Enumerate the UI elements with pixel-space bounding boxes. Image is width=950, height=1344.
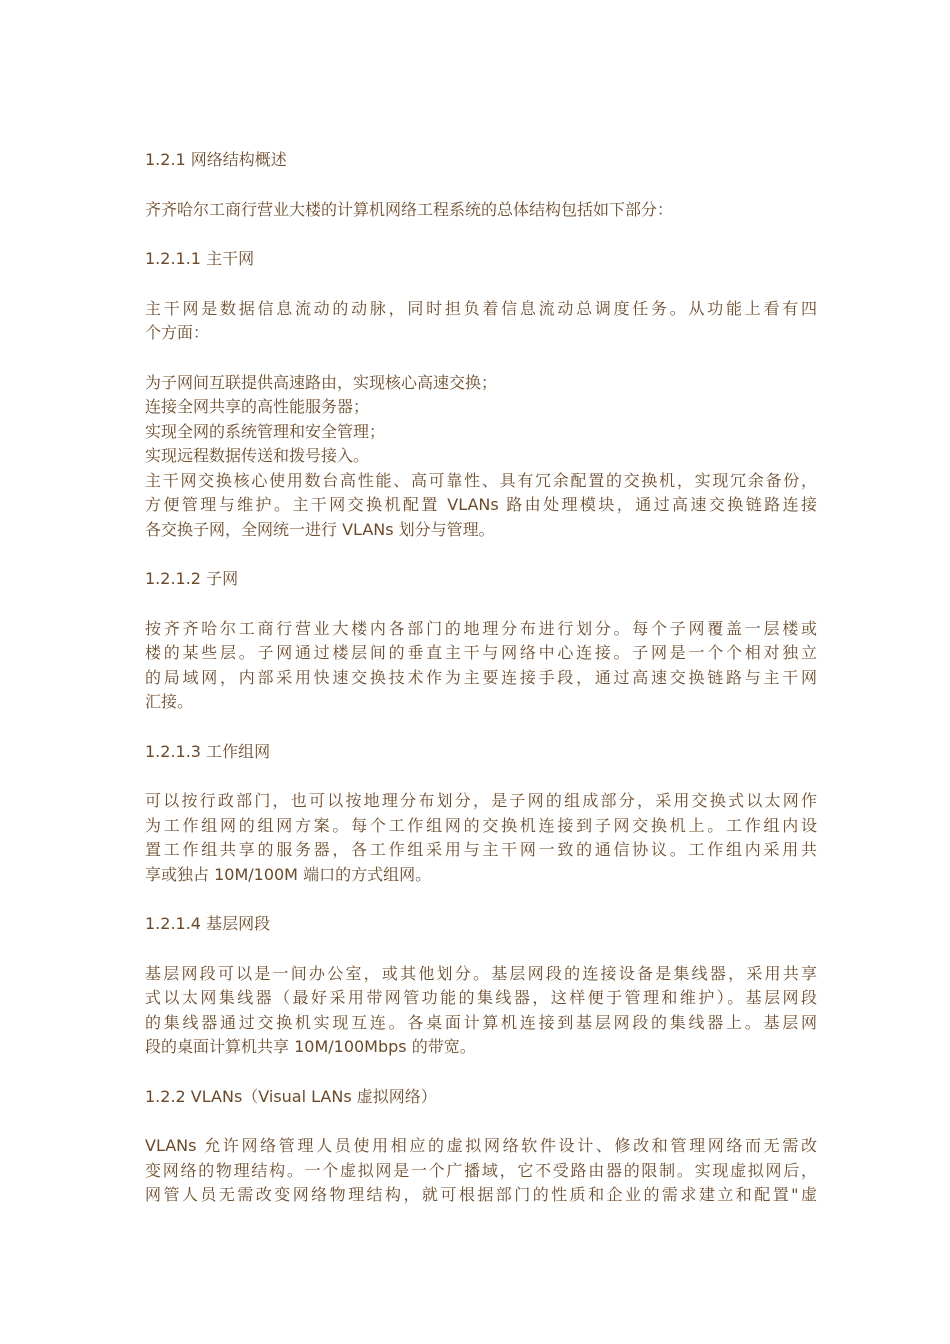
heading-1-2-1: 1.2.1 网络结构概述 (145, 150, 287, 169)
heading-1-2-1-1: 1.2.1.1 主干网 (145, 249, 255, 268)
paragraph-line: 汇接。 (145, 692, 194, 711)
paragraph-line: 个方面： (145, 323, 210, 342)
paragraph-line: 齐齐哈尔工商行营业大楼的计算机网络工程系统的总体结构包括如下部分： (145, 199, 674, 219)
paragraph-line: 置工作组共享的服务器，各工作组采用与主干网一致的通信协议。工作组内采用共 (145, 840, 817, 859)
paragraph-line: VLANs 允许网络管理人员使用相应的虚拟网络软件设计、修改和管理网络而无需改 (145, 1136, 817, 1155)
paragraph-line: 式以太网集线器（最好采用带网管功能的集线器，这样便于管理和维护）。基层网段 (145, 988, 817, 1007)
paragraph-line: 方便管理与维护。主干网交换机配置 VLANs 路由处理模块，通过高速交换链路连接 (145, 495, 817, 514)
list-item: 实现远程数据传送和拨号接入。 (145, 446, 370, 465)
intro-paragraph (145, 198, 817, 223)
paragraph-line: 段的桌面计算机共享 10M/100Mbps 的带宽。 (145, 1037, 476, 1056)
paragraph-line: 网管人员无需改变网络物理结构，就可根据部门的性质和企业的需求建立和配置"虚 (145, 1185, 817, 1204)
document-page (145, 148, 817, 1208)
list-item: 为子网间互联提供高速路由，实现核心高速交换； (145, 372, 498, 392)
backbone-body (145, 371, 817, 543)
list-item: 实现全网的系统管理和安全管理； (145, 421, 386, 441)
segment-paragraph (145, 962, 817, 1060)
paragraph-line: 可以按行政部门，也可以按地理分布划分，是子网的组成部分，采用交换式以太网作 (145, 791, 817, 810)
paragraph-line: 为工作组网的组网方案。每个工作组网的交换机连接到子网交换机上。工作组内设 (145, 815, 817, 835)
backbone-intro-paragraph (145, 297, 817, 346)
paragraph-line: 楼的某些层。子网通过楼层间的垂直主干与网络中心连接。子网是一个个相对独立 (145, 643, 817, 662)
paragraph-line: 变网络的物理结构。一个虚拟网是一个广播域，它不受路由器的限制。实现虚拟网后， (145, 1160, 817, 1180)
heading-1-2-1-4: 1.2.1.4 基层网段 (145, 914, 271, 933)
paragraph-line: 按齐齐哈尔工商行营业大楼内各部门的地理分布进行划分。每个子网覆盖一层楼或 (145, 618, 817, 638)
paragraph-line: 的集线器通过交换机实现互连。各桌面计算机连接到基层网段的集线器上。基层网 (145, 1012, 817, 1032)
subnet-paragraph (145, 617, 817, 715)
paragraph-line: 的局域网，内部采用快速交换技术作为主要连接手段，通过高速交换链路与主干网 (145, 667, 817, 687)
paragraph-line: 主干网是数据信息流动的动脉，同时担负着信息流动总调度任务。从功能上看有四 (145, 298, 817, 318)
paragraph-line: 主干网交换核心使用数台高性能、高可靠性、具有冗余配置的交换机，实现冗余备份， (145, 470, 817, 490)
paragraph-line: 基层网段可以是一间办公室，或其他划分。基层网段的连接设备是集线器，采用共享 (145, 963, 817, 983)
vlans-paragraph (145, 1134, 817, 1208)
paragraph-line: 享或独占 10M/100M 端口的方式组网。 (145, 864, 432, 884)
list-item: 连接全网共享的高性能服务器； (145, 397, 370, 416)
workgroup-paragraph (145, 789, 817, 887)
paragraph-line: 各交换子网，全网统一进行 VLANs 划分与管理。 (145, 519, 495, 539)
heading-1-2-2: 1.2.2 VLANs（Visual LANs 虚拟网络） (145, 1086, 437, 1106)
heading-1-2-1-3: 1.2.1.3 工作组网 (145, 741, 271, 761)
heading-1-2-1-2: 1.2.1.2 子网 (145, 569, 239, 588)
